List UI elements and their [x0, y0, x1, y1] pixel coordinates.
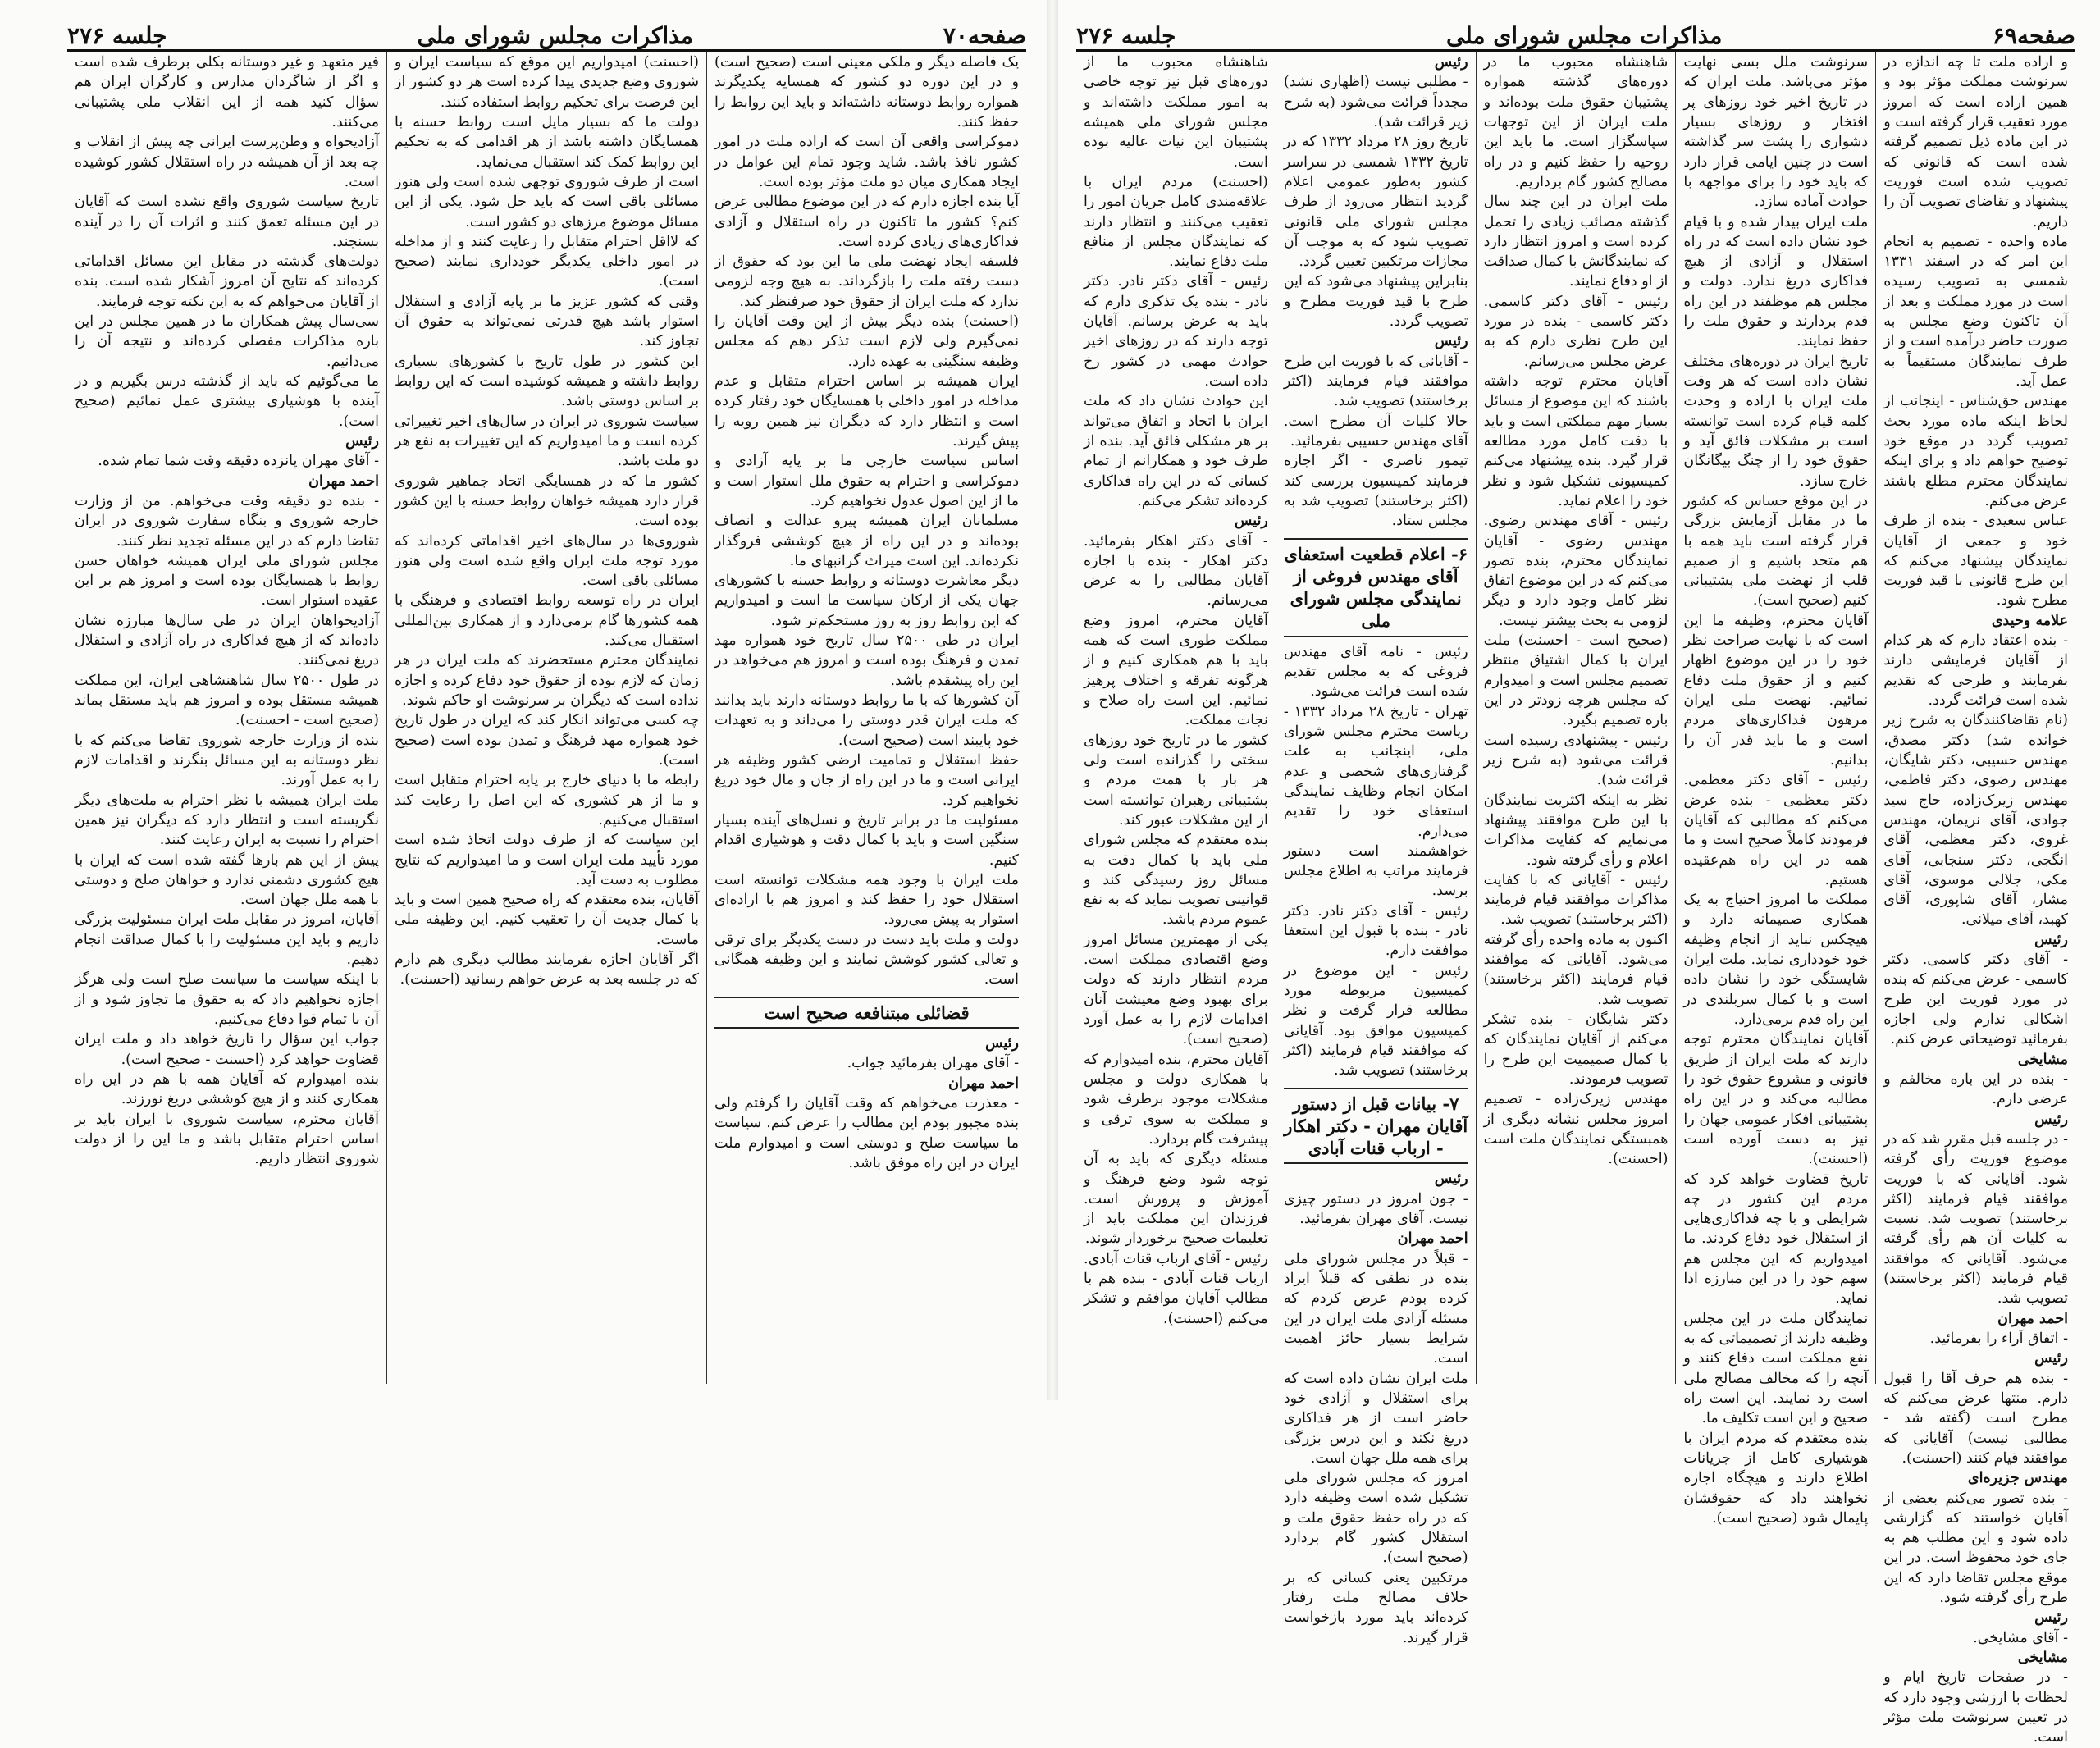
paragraph: پیش از این هم بارها گفته شده است که ایران با هیچ کشوری دشمنی ندارد و خواهان صلح و دوستی با همه ملل جهان است.	[75, 851, 379, 909]
paragraph: حفظ استقلال و تمامیت ارضی کشور وظیفه هر ایرانی است و ما در این راه از جان و مال خود دریغ نخواهیم کرد.	[714, 751, 1019, 809]
paragraph: آقایان محترم، امروز وضع مملکت طوری است که همه باید با هم همکاری کنیم و از هرگونه تفرقه و اختلاف پرهیز نمائیم. این است راه صلاح و نجات مملکت.	[1084, 612, 1268, 729]
paragraph: رئیس - آقای دکتر نادر. دکتر نادر - بنده با قبول این استعفا موافقت دارم.	[1283, 902, 1468, 960]
paragraph: - معذرت می‌خواهم که وقت آقایان را گرفتم ولی بنده مجبور بودم این مطالب را عرض کنم. سیاست ما سیاست صلح و دوستی است و امیدوارم ملت ایران در این راه موفق باشد.	[714, 1094, 1019, 1171]
paragraph: بنابراین پیشنهاد می‌شود که این طرح با قید فوریت مطرح و تصویب گردد.	[1283, 273, 1468, 331]
paragraph: ملت ایران با وجود همه مشکلات توانسته است استقلال خود را حفظ کند و امروز هم با اراده‌ای استوار به پیش می‌رود.	[714, 871, 1019, 929]
paragraph: مملکت ما امروز احتیاج به یک همکاری صمیمانه دارد و هیچکس نباید از انجام وظیفه خود خودداری نماید. ملت ایران شایستگی خود را نشان داده است و با کمال سربلندی در این راه قدم برمی‌دارد.	[1683, 892, 1869, 1028]
paragraph: (احسنت) بنده دیگر بیش از این وقت آقایان را نمی‌گیرم ولی لازم است تذکر دهم که مجلس وظیفه سنگینی به عهده دارد.	[714, 313, 1019, 370]
page-number: صفحه۶۹	[1992, 22, 2075, 49]
paragraph: امروز که مجلس شورای ملی تشکیل شده است وظیفه دارد که در راه حفظ حقوق ملت و استقلال کشور گام بردارد (صحیح است).	[1283, 1470, 1468, 1567]
paragraph: شاهنشاه محبوب ما در دوره‌های گذشته همواره پشتیبان حقوق ملت بوده‌اند و ملت ایران از این توجهات سپاسگزار است. ما باید این روحیه را حفظ کنیم و در راه مصالح کشور گام برداریم.	[1483, 54, 1669, 190]
paragraph: - اتفاق آراء را بفرمائید.	[1929, 1330, 2068, 1347]
paragraph: رابطه ما با دنیای خارج بر پایه احترام متقابل است و ما از هر کشوری که این اصل را رعایت کند استقبال می‌کنیم.	[395, 772, 699, 828]
paragraph: دکتر شایگان - بنده تشکر می‌کنم از آقایان نمایندگان که با کمال صمیمیت این طرح را تصویب فرمودند.	[1483, 1011, 1669, 1088]
session-label: جلسه ۲۷۶	[67, 22, 167, 49]
page-header	[67, 15, 1026, 52]
paragraph: بنده از وزارت خارجه شوروی تقاضا می‌کنم که با نظر دوستانه به این مسائل بنگرند و اقدامات لازم را به عمل آورند.	[75, 732, 379, 789]
text-column	[1476, 52, 1676, 1384]
speaker-name: مشایخی	[2017, 1051, 2068, 1068]
paragraph: آزادیخواهان ایران در طی سال‌ها مبارزه نشان داده‌اند که از هیچ فداکاری در راه آزادی و استقلال دریغ نمی‌کنند.	[75, 612, 379, 669]
paragraph: که لااقل احترام متقابل را رعایت کنند و از مداخله در امور داخلی یکدیگر خودداری نمایند (صحیح است).	[395, 233, 699, 290]
section-heading: ۶- اعلام قطعیت استعفای آقای مهندس فروغی از نمایندگی مجلس شورای ملی	[1284, 538, 1468, 637]
paragraph: ایران همیشه بر اساس احترام متقابل و عدم مداخله در امور داخلی با همسایگان خود رفتار کرده است و انتظار دارد که دیگران نیز همین رویه را پیش گیرند.	[714, 373, 1019, 450]
paragraph: این حوادث نشان داد که ملت ایران با اتحاد و اتفاق می‌تواند بر هر مشکلی فائق آید. بنده از طرف خود و همکارانم از تمام کسانی که در این راه فداکاری کرده‌اند تشکر می‌کنم.	[1084, 393, 1268, 509]
section-heading: قضائلی مبتنافعه صحیح است	[714, 997, 1019, 1029]
paragraph: - در صفحات تاریخ ایام و لحظات با ارزشی وجود دارد که در تعیین سرنوشت ملت مؤثر است.	[1883, 1669, 2068, 1746]
paragraph: و اراده ملت تا چه اندازه در سرنوشت مملکت مؤثر بود و همین اراده است که امروز مورد تعقیب قرار گرفته است و در این ماده ذیل تصمیم گرفته شده است که قانونی که تصویب شده است فوریت پیشنهاد و تقاضای تصویب آن را داریم.	[1883, 54, 2068, 230]
paragraph: مجلس شورای ملی ایران همیشه خواهان حسن روابط با همسایگان بوده است و امروز هم بر این عقیده استوار است.	[75, 552, 379, 609]
paragraph: اکنون به ماده واحده رأی گرفته می‌شود. آقایانی که موافقند قیام فرمایند (اکثر برخاستند) تصویب شد.	[1483, 931, 1669, 1008]
speaker-name: احمد مهران	[1397, 1230, 1468, 1248]
paragraph: رئیس - نامه آقای مهندس فروغی که به مجلس تقدیم شده است قرائت می‌شود.	[1283, 643, 1468, 701]
speaker-name: مشایخی	[2017, 1650, 2068, 1666]
paragraph: جواب این سؤال را تاریخ خواهد داد و ملت ایران قضاوت خواهد کرد (احسنت - صحیح است).	[75, 1031, 379, 1068]
paragraph: - در جلسه قبل مقرر شد که در موضوع فوریت رأی گرفته شود. آقایانی که با فوریت موافقند قیام فرمایند (اکثر برخاستند) تصویب شد. نسبت به کلیات آن هم رأی گرفته می‌شود. آقایانی که موافقند قیام فرمایند (اکثر برخاستند) تصویب شد.	[1883, 1130, 2068, 1308]
paragraph: رئیس - این موضوع در کمیسیون مربوطه مورد مطالعه قرار گرفت و نظر کمیسیون موافق بود. آقایانی که موافقند قیام فرمایند (اکثر برخاستند) تصویب شد.	[1283, 962, 1468, 1079]
paragraph: عباس سعیدی - بنده از طرف خود و جمعی از آقایان نمایندگان پیشنهاد می‌کنم که این طرح قانونی با قید فوریت مطرح شود.	[1883, 513, 2068, 609]
paragraph: - آقای دکتر اهکار بفرمائید. دکتر اهکار - بنده با اجازه آقایان مطالبی را به عرض می‌رسانم.	[1084, 532, 1268, 609]
paragraph: - آقای مهران بفرمائید جواب.	[847, 1055, 1019, 1072]
text-column	[386, 52, 706, 1384]
paragraph: در این موقع حساس که کشور ما در مقابل آزمایش بزرگی قرار گرفته است باید همه با هم متحد باشیم و از صمیم قلب از نهضت ملی پشتیبانی کنیم (صحیح است).	[1683, 492, 1869, 609]
paragraph: چه کسی می‌تواند انکار کند که ایران در طول تاریخ خود همواره مهد فرهنگ و تمدن بوده است (صحیح است).	[395, 712, 699, 769]
paragraph: مسئله دیگری که باید به آن توجه شود وضع فرهنگ و آموزش و پرورش است. فرزندان این مملکت باید از تعلیمات صحیح برخوردار شوند.	[1084, 1151, 1268, 1248]
paragraph: (احسنت) امیدواریم این موقع که سیاست ایران و شوروی وضع جدیدی پیدا کرده است هر دو کشور از این فرصت برای تحکیم روابط استفاده کنند.	[395, 54, 699, 111]
paragraph: رئیس - آقای ارباب قنات آبادی. ارباب قنات آبادی - بنده هم با مطالب آقایان موافقم و تشکر می‌کنم (احسنت).	[1084, 1250, 1268, 1327]
paragraph: - آقای مشایخی.	[1973, 1629, 2068, 1646]
text-columns	[1076, 52, 2075, 1746]
paragraph: رئیس - آقای دکتر نادر. دکتر نادر - بنده یک تذکری دارم که باید به عرض برسانم. آقایان توجه دارند که در روزهای اخیر حوادث مهمی در کشور رخ داده است.	[1084, 273, 1268, 390]
paragraph: نظر به اینکه اکثریت نمایندگان با این طرح موافقند پیشنهاد می‌نمایم که کفایت مذاکرات اعلام و رأی گرفته شود.	[1483, 792, 1669, 869]
page-number: صفحه۷۰	[943, 22, 1026, 49]
paragraph: رئیس - آقای دکتر کاسمی. دکتر کاسمی - بنده در مورد این طرح نظری دارم که به عرض مجلس می‌رسانم.	[1483, 293, 1669, 370]
paragraph: آقایان محترم توجه داشته باشند که این موضوع از مسائل بسیار مهم مملکتی است و باید با دقت کامل مورد مطالعه قرار گیرد. بنده پیشنهاد می‌کنم کمیسیونی تشکیل شود و نظر خود را اعلام نماید.	[1483, 373, 1669, 509]
speaker-name: رئیس	[2034, 1111, 2068, 1128]
paragraph: دموکراسی واقعی آن است که اراده ملت در امور کشور نافذ باشد. شاید وجود تمام این عوامل در ایجاد همکاری میان دو ملت مؤثر بوده است.	[714, 134, 1019, 190]
paragraph: اگر آقایان اجازه بفرمایند مطالب دیگری هم دارم که در جلسه بعد به عرض خواهم رسانید (احسنت).	[395, 952, 699, 988]
paragraph: سی‌سال پیش همکاران ما در همین مجلس در این باره مذاکرات مفصلی کرده‌اند و نتیجه آن را می‌دانیم.	[75, 313, 379, 370]
paragraph: یکی از مهمترین مسائل امروز وضع اقتصادی مملکت است. مردم انتظار دارند که دولت برای بهبود وضع معیشت آنان اقدامات لازم را به عمل آورد (صحیح است).	[1084, 931, 1268, 1048]
paragraph: - جون امروز در دستور چیزی نیست، آقای مهران بفرمائید.	[1283, 1190, 1468, 1228]
paragraph: ملت ایران در این چند سال گذشته مصائب زیادی را تحمل کرده است و امروز انتظار دارد که نمایندگانش با کمال صداقت از او دفاع نمایند.	[1483, 194, 1669, 290]
speaker-name: احمد مهران	[1997, 1310, 2068, 1327]
session-label: جلسه ۲۷۶	[1076, 22, 1176, 49]
paragraph: مسلمانان ایران همیشه پیرو عدالت و انصاف بوده‌اند و در این راه از هیچ کوششی فروگذار نکرده‌اند. این است میراث گرانبهای ما.	[714, 513, 1019, 569]
paragraph: ملت ایران بیدار شده و با قیام خود نشان داده است که در راه استقلال و آزادی از هیچ فداکاری دریغ ندارد. دولت و مجلس هم موظفند در این راه قدم بردارند و حقوق ملت را حفظ نمایند.	[1683, 213, 1869, 350]
right-page	[1058, 0, 2100, 1746]
paragraph: دیگر معاشرت دوستانه و روابط حسنه با کشورهای جهان یکی از ارکان سیاست ما است و امیدواریم که این روابط روز به روز مستحکم‌تر شود.	[714, 573, 1019, 629]
paragraph: بنده معتقدم که مردم ایران با هوشیاری کامل از جریانات اطلاع دارند و هیچگاه اجازه نخواهند داد که حقوقشان پایمال شود (صحیح است).	[1683, 1430, 1869, 1527]
paragraph: - بنده هم حرف آقا را قبول دارم. منتها عرض می‌کنم که مطرح است (گفته شد - مطالبی نیست) آقایانی که موافقند قیام کنند (احسنت).	[1883, 1370, 2068, 1467]
paragraph: - بنده اعتقاد دارم که هر کدام از آقایان فرمایشی دارند بفرمایند و طرحی که تقدیم شده است قرائت گردد.	[1883, 632, 2068, 709]
paragraph: با اینکه سیاست ما سیاست صلح است ولی هرگز اجازه نخواهیم داد که به حقوق ما تجاوز شود و از آن با تمام قوا دفاع می‌کنیم.	[75, 971, 379, 1028]
paragraph: این کشور در طول تاریخ با کشورهای بسیاری روابط داشته و همیشه کوشیده است که این روابط بر اساس دوستی باشد.	[395, 353, 699, 410]
paragraph: رئیس - آقای دکتر معظمی. دکتر معظمی - بنده عرض می‌کنم که مطالبی که آقایان فرمودند کاملاً صحیح است و ما همه در این راه هم‌عقیده هستیم.	[1683, 772, 1869, 888]
paragraph: حالا کلیات آن مطرح است. آقای مهندس حسیبی بفرمائید.	[1283, 413, 1468, 450]
paragraph: - بنده در این باره مخالفم و عرضی دارم.	[1883, 1070, 2068, 1108]
speaker-name: رئیس	[345, 432, 379, 450]
paragraph: فلسفه ایجاد نهضت ملی ما این بود که حقوق از دست رفته ملت را بازگرداند. به هیچ وجه لزومی ندارد که ملت ایران از حقوق خود صرفنظر کند.	[714, 253, 1019, 310]
paragraph: آقایان محترم، سیاست شوروی با ایران باید بر اساس احترام متقابل باشد و ما این را از دولت شوروی انتظار داریم.	[75, 1111, 379, 1168]
paragraph: مهندس حق‌شناس - اینجانب از لحاظ اینکه ماده مورد بحث تصویب گردد در موقع خود توضیح خواهم داد و برای اینکه نمایندگان محترم مطلع باشند عرض می‌کنم.	[1883, 393, 2068, 509]
paragraph: آزادیخواه و وطن‌پرست ایرانی چه پیش از انقلاب و چه بعد از آن همیشه در راه استقلال کشور کوشیده است.	[75, 134, 379, 190]
paragraph: در طول ۲۵۰۰ سال شاهنشاهی ایران، این مملکت همیشه مستقل بوده و امروز هم باید مستقل بماند (صحیح است - احسنت).	[75, 672, 379, 729]
speaker-name: مهندس جزیره‌ای	[1967, 1470, 2068, 1487]
paragraph: است از طرف شوروی توجهی شده است ولی هنوز مسائلی باقی است که باید حل شود. یکی از این مسائل موضوع مرزهای دو کشور است.	[395, 173, 699, 230]
paragraph: ما می‌گوئیم که باید از گذشته درس بگیریم و در آینده با هوشیاری بیشتری عمل نمائیم (صحیح است).	[75, 373, 379, 430]
paragraph: سیاست شوروی در ایران در سال‌های اخیر تغییراتی کرده است و ما امیدواریم که این تغییرات به نفع هر دو ملت باشد.	[395, 413, 699, 470]
paragraph: یک فاصله دیگر و ملکی معینی است (صحیح است) و در این دوره دو کشور که همسایه یکدیگرند همواره روابط دوستانه داشته‌اند و باید این روابط را حفظ کنند.	[714, 54, 1019, 130]
paragraph: ایران در راه توسعه روابط اقتصادی و فرهنگی با همه کشورها گام برمی‌دارد و از همکاری بین‌المللی استقبال می‌کند.	[395, 592, 699, 650]
paragraph: ملت ایران همیشه با نظر احترام به ملت‌های دیگر نگریسته است و انتظار دارد که دیگران نیز همین احترام را نسبت به ایران رعایت کنند.	[75, 792, 379, 849]
speaker-name: رئیس	[2034, 1609, 2068, 1627]
book-spine	[1047, 0, 1058, 1400]
paragraph: آقایان محترم، بنده امیدوارم که با همکاری دولت و مجلس مشکلات موجود برطرف شود و مملکت به سوی ترقی و پیشرفت گام بردارد.	[1084, 1051, 1268, 1148]
page-header	[1076, 15, 2075, 52]
speaker-name: رئیس	[1434, 54, 1468, 71]
paragraph: آقایان نمایندگان محترم توجه دارند که ملت ایران از طریق قانونی و مشروع حقوق خود را مطالبه می‌کند و در این راه پشتیبانی افکار عمومی جهان را نیز به دست آورده است (احسنت).	[1683, 1031, 1869, 1168]
speaker-name: علامه وحیدی	[1991, 612, 2068, 629]
speaker-name: رئیس	[1434, 333, 1468, 350]
paragraph: نمایندگان ملت در این مجلس وظیفه دارند از تصمیماتی که به نفع مملکت است دفاع کنند و آنچه را که مخالف مصالح ملی است رد نمایند. این است راه صحیح و این است تکلیف ما.	[1683, 1310, 1869, 1427]
text-columns	[67, 52, 1026, 1384]
paragraph: - آقای دکتر کاسمی. دکتر کاسمی - عرض می‌کنم که بنده در مورد فوریت این طرح اشکالی ندارم ولی اجازه بفرمائید توضیحاتی عرض کنم.	[1883, 952, 2068, 1048]
speaker-name: احمد مهران	[308, 472, 379, 490]
paragraph: فیر متعهد و غیر دوستانه بکلی برطرف شده است و اگر از شاگردان مدارس و کارگران ایران هم سؤال کنید همه از این انقلاب ملی پشتیبانی می‌کنند.	[75, 54, 379, 130]
paragraph: مرتکبین یعنی کسانی که بر خلاف مصالح ملت رفتار کرده‌اند باید مورد بازخواست قرار گیرند.	[1283, 1569, 1468, 1646]
paragraph: مهندس زیرک‌زاده - تصمیم امروز مجلس نشانه دیگری از همبستگی نمایندگان ملت است (احسنت).	[1483, 1091, 1669, 1168]
paragraph: شاهنشاه محبوب ما از دوره‌های قبل نیز توجه خاصی به امور مملکت داشته‌اند و مجلس شورای ملی همیشه پشتیبان این نیات عالیه بوده است.	[1084, 54, 1268, 171]
speaker-name: رئیس	[985, 1034, 1019, 1052]
paragraph: ایران در طی ۲۵۰۰ سال تاریخ خود همواره مهد تمدن و فرهنگ بوده است و امروز هم می‌خواهد در این راه پیشقدم باشد.	[714, 632, 1019, 689]
text-column	[1875, 52, 2075, 1746]
page-title: مذاکرات مجلس شورای ملی	[1445, 22, 1723, 49]
paragraph: دولت ما که بسیار مایل است روابط حسنه با همسایگان داشته باشد از هر اقدامی که به تحکیم این روابط کمک کند استقبال می‌نماید.	[395, 113, 699, 171]
text-column	[1276, 52, 1476, 1646]
paragraph: رئیس - آقایانی که با کفایت مذاکرات موافقند قیام فرمایند (اکثر برخاستند) تصویب شد.	[1483, 871, 1669, 929]
paragraph: نمایندگان محترم مستحضرند که ملت ایران در هر زمان که لازم بوده از حقوق خود دفاع کرده و اجازه نداده است که دیگران بر سرنوشت او حاکم شوند.	[395, 652, 699, 709]
paragraph: کشور ما که در همسایگی اتحاد جماهیر شوروی قرار دارد همیشه خواهان روابط حسنه با این کشور بوده است.	[395, 472, 699, 530]
speaker-name: رئیس	[2034, 1350, 2068, 1367]
paragraph: - بنده دو دقیقه وقت می‌خواهم. من از وزارت خارجه شوروی و بنگاه سفارت شوروی در ایران تقاضا دارم که در این مسئله تجدید نظر کنند.	[75, 492, 379, 550]
paragraph: آقایان، امروز در مقابل ملت ایران مسئولیت بزرگی داریم و باید این مسئولیت را با کمال صداقت انجام دهیم.	[75, 911, 379, 969]
paragraph: - مطلبی نیست (اظهاری نشد) مجدداً قرائت می‌شود (به شرح زیر قرائت شد).	[1283, 74, 1468, 130]
paragraph: آقایان، بنده معتقدم که راه صحیح همین است و باید با کمال جدیت آن را تعقیب کنیم. این وظیفه ملی ماست.	[395, 892, 699, 948]
paragraph: دولت و ملت باید دست در دست یکدیگر برای ترقی و تعالی کشور کوشش نمایند و این وظیفه همگانی است.	[714, 931, 1019, 988]
paragraph: آقایان محترم، وظیفه ما این است که با نهایت صراحت نظر خود را در این موضوع اظهار کنیم و از حقوق ملت دفاع نمائیم. نهضت ملی ایران مرهون فداکاری‌های مردم است و ما باید قدر آن را بدانیم.	[1683, 612, 1869, 769]
paragraph: (صحیح است - احسنت) ملت ایران با کمال اشتیاق منتظر تصمیم مجلس است و امیدوارم که مجلس هرچه زودتر در این باره تصمیم بگیرد.	[1483, 632, 1669, 729]
paragraph: - آقای مهران پانزده دقیقه وقت شما تمام شده.	[98, 453, 379, 470]
paragraph: - آقایانی که با فوریت این طرح موافقند قیام فرمایند (اکثر برخاستند) تصویب شد.	[1283, 353, 1468, 410]
paragraph: مسئولیت ما در برابر تاریخ و نسل‌های آینده بسیار سنگین است و باید با کمال دقت و هوشیاری اقدام کنیم.	[714, 811, 1019, 869]
paragraph: تاریخ سیاست شوروی واقع نشده است که آقایان در این مسئله تعمق کنند و اثرات آن را در آینده بسنجند.	[75, 194, 379, 250]
paragraph: آن کشورها که با ما روابط دوستانه دارند باید بدانند که ملت ایران قدر دوستی را می‌داند و به تعهدات خود پایبند است (صحیح است).	[714, 692, 1019, 749]
paragraph: تهران - تاریخ ۲۸ مرداد ۱۳۳۲ - ریاست محترم مجلس شورای ملی، اینجانب به علت گرفتاری‌های شخصی و عدم امکان انجام وظایف نمایندگی استعفای خود را تقدیم می‌دارم.	[1283, 703, 1468, 840]
paragraph: تاریخ ایران در دوره‌های مختلف نشان داده است که هر وقت ملت ایران با اراده و وحدت کلمه قیام کرده است توانسته است بر مشکلات فائق آید و حقوق خود را از چنگ بیگانگان خارج سازد.	[1683, 353, 1869, 490]
paragraph: - قبلاً در مجلس شورای ملی بنده در نطقی که قبلاً ایراد کرده بودم عرض کردم که مسئله آزادی ملت ایران در این شرایط بسیار حائز اهمیت است.	[1283, 1250, 1468, 1367]
paragraph: بنده معتقدم که مجلس شورای ملی باید با کمال دقت به مسائل روز رسیدگی کند و قوانینی تصویب نماید که به نفع عموم مردم باشد.	[1084, 832, 1268, 929]
speaker-name: احمد مهران	[948, 1075, 1019, 1092]
paragraph: تیمور ناصری - اگر اجازه فرمایند کمیسیون بررسی کند (اکثر برخاستند) تصویب شد به مجلس ستاد.	[1283, 453, 1468, 530]
paragraph: سرنوشت ملل بسی نهایت مؤثر می‌باشد. ملت ایران که در تاریخ اخیر خود روزهای پر افتخار و روزهای بسیار دشواری را پشت سر گذاشته است در چنین ایامی قرار دارد که باید خود را برای مواجهه با حوادث آماده سازد.	[1683, 54, 1869, 211]
paragraph: تاریخ روز ۲۸ مرداد ۱۳۳۲ که در تاریخ ۱۳۳۲ شمسی در سراسر کشور به‌طور عمومی اعلام گردید انتظار می‌رود از طرف مجلس شورای ملی قانونی تصویب شود که به موجب آن مجازات مرتکبین تعیین گردد.	[1283, 134, 1468, 271]
paragraph: رئیس - آقای مهندس رضوی. مهندس رضوی - آقایان نمایندگان محترم، بنده تصور می‌کنم که در این موضوع اتفاق نظر کامل وجود دارد و دیگر لزومی به بحث بیشتر نیست.	[1483, 513, 1669, 629]
paragraph: ماده واحده - تصمیم به انجام این امر که در اسفند ۱۳۳۱ شمسی به تصویب رسیده است در مورد مملکت و بعد از آن تاکنون وضع مجلس به صورت حاضر درآمده است و از طرف نمایندگان مستقیماً به عمل آید.	[1883, 233, 2068, 390]
paragraph: - بنده تصور می‌کنم بعضی از آقایان خواستند که گزارشی داده شود و این مطلب هم به جای خود محفوظ است. در این موقع مجلس تقاضا دارد که این طرح رأی گرفته شود.	[1883, 1490, 2068, 1607]
paragraph: ملت ایران نشان داده است که برای استقلال و آزادی خود حاضر است از هر فداکاری دریغ نکند و این درس بزرگی برای همه ملل جهان است.	[1283, 1370, 1468, 1467]
paragraph: کشور ما در تاریخ خود روزهای سختی را گذرانده است ولی هر بار با همت مردم و پشتیبانی رهبران توانسته است از این مشکلات عبور کند.	[1084, 732, 1268, 828]
speaker-name: رئیس	[1434, 1171, 1468, 1188]
speaker-name: رئیس	[1234, 513, 1268, 530]
text-column	[1675, 52, 1875, 1527]
paragraph: (نام تقاضاکنندگان به شرح زیر خوانده شد) دکتر مصدق، مهندس حسیبی، دکتر شایگان، مهندس رضوی، دکتر فاطمی، مهندس زیرک‌زاده، حاج سید جوادی، آقای نریمان، مهندس غروی، دکتر معظمی، آقای انگجی، دکتر سنجابی، آقای مکی، جلالی موسوی، آقای مشار، آقای شاپوری، آقای کهبد، آقای میلانی.	[1883, 712, 2068, 929]
paragraph: بنده امیدوارم که آقایان همه با هم در این راه همکاری کنند و از هیچ کوششی دریغ نورزند.	[75, 1070, 379, 1108]
paragraph: اساس سیاست خارجی ما بر پایه آزادی و دموکراسی و احترام به حقوق ملل استوار است و ما از این اصول عدول نخواهیم کرد.	[714, 453, 1019, 509]
paragraph: دولت‌های گذشته در مقابل این مسائل اقداماتی کرده‌اند که نتایج آن امروز آشکار شده است. بنده از آقایان می‌خواهم که به این نکته توجه فرمایند.	[75, 253, 379, 310]
paragraph: (احسنت) مردم ایران با علاقه‌مندی کامل جریان امور را تعقیب می‌کنند و انتظار دارند که نمایندگان مجلس از منافع ملت دفاع نمایند.	[1084, 173, 1268, 271]
paragraph: وقتی که کشور عزیز ما بر پایه آزادی و استقلال استوار باشد هیچ قدرتی نمی‌تواند به حقوق آن تجاوز کند.	[395, 293, 699, 350]
paragraph: آیا بنده اجازه دارم که در این موضوع مطالبی عرض کنم؟ کشور ما تاکنون در راه استقلال و آزادی فداکاری‌های زیادی کرده است.	[714, 194, 1019, 250]
paragraph: شوروی‌ها در سال‌های اخیر اقداماتی کرده‌اند که مورد توجه ملت ایران واقع شده است ولی هنوز مسائلی باقی است.	[395, 532, 699, 590]
speaker-name: رئیس	[2034, 931, 2068, 948]
paragraph: رئیس - پیشنهادی رسیده است قرائت می‌شود (به شرح زیر قرائت شد).	[1483, 732, 1669, 789]
text-column	[1076, 52, 1276, 1384]
text-column	[67, 52, 386, 1384]
paragraph: این سیاست که از طرف دولت اتخاذ شده است مورد تأیید ملت ایران است و ما امیدواریم که نتایج مطلوب به دست آید.	[395, 832, 699, 888]
paragraph: خواهشمند است دستور فرمایند مراتب به اطلاع مجلس برسد.	[1283, 842, 1468, 900]
section-heading: ۷- بیانات قبل از دستور آقایان مهران - دکتر اهکار - ارباب قنات آبادی	[1284, 1088, 1468, 1165]
paragraph: تاریخ قضاوت خواهد کرد که مردم این کشور در چه شرایطی و با چه فداکاری‌هایی از استقلال خود دفاع کردند. ما امیدواریم که این مجلس هم سهم خود را در این مبارزه ادا نماید.	[1683, 1171, 1869, 1308]
left-page	[0, 0, 1046, 1400]
text-column	[706, 52, 1026, 1384]
page-title: مذاکرات مجلس شورای ملی	[417, 22, 693, 49]
